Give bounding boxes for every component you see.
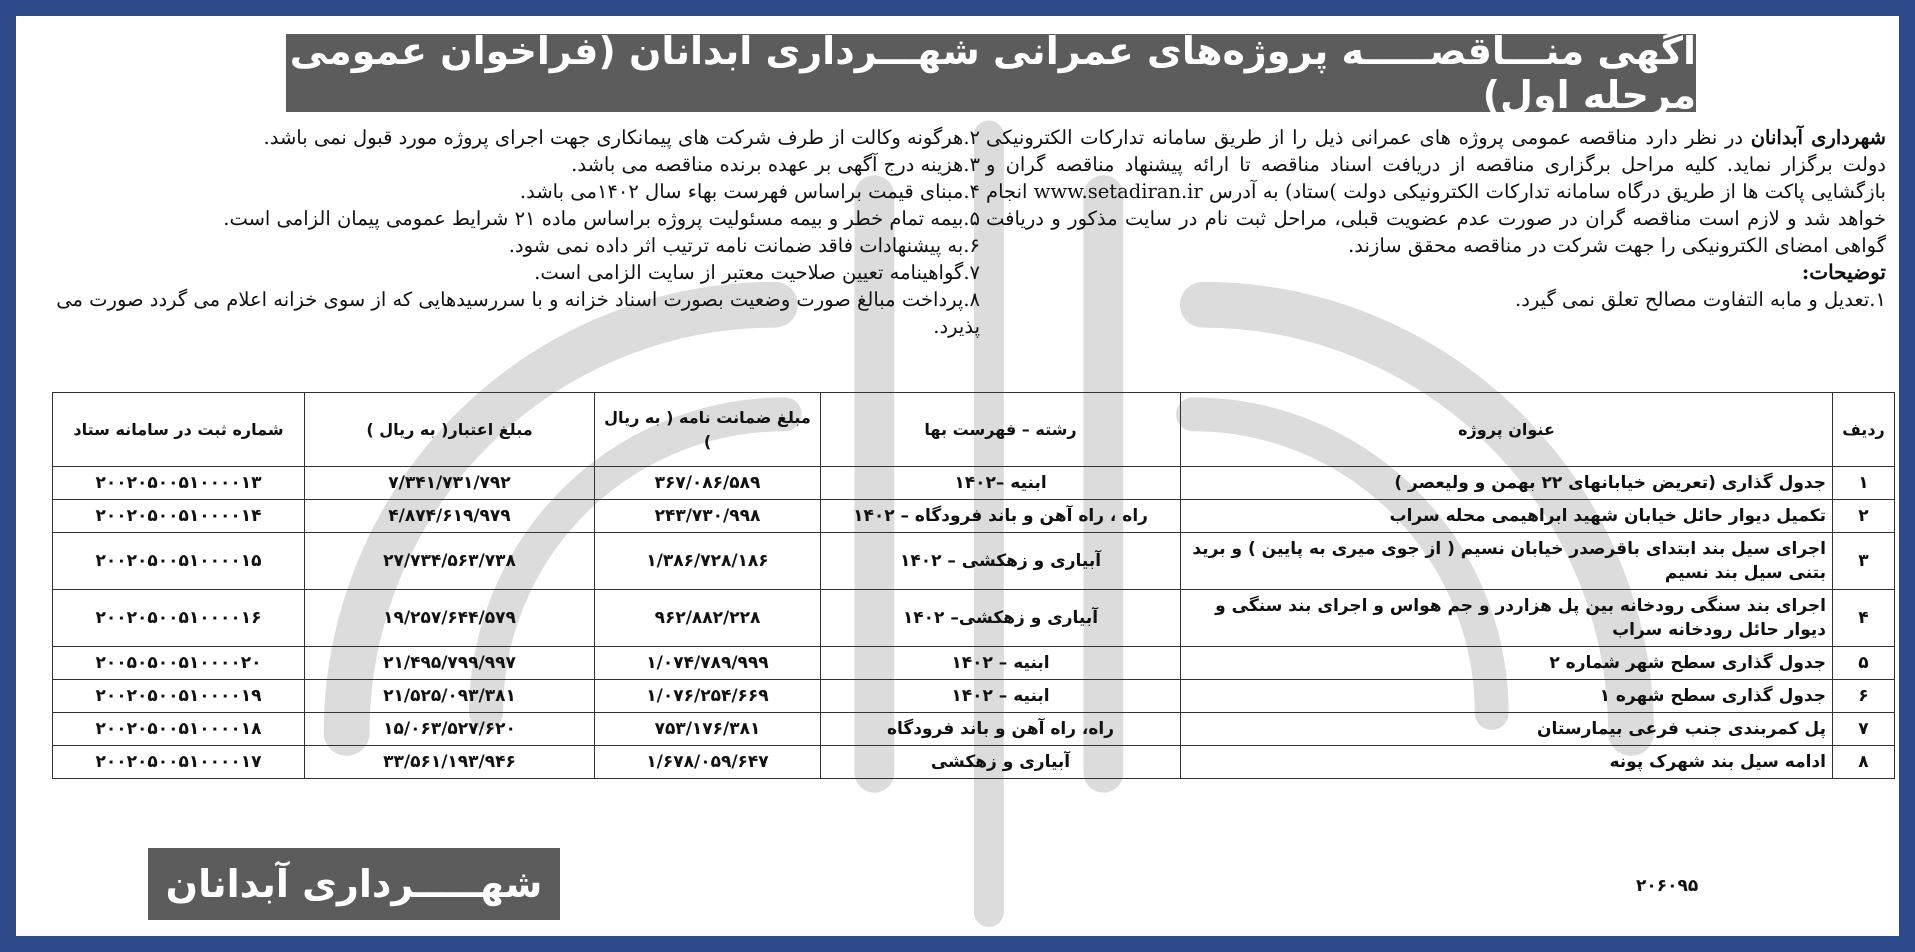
cell-setad-number: ۲۰۰۲۰۵۰۰۵۱۰۰۰۰۱۵ [53,533,305,590]
cell-guarantee: ۱/۰۷۶/۲۵۴/۶۶۹ [595,680,821,713]
cell-category: آبیاری و زهکشی– ۱۴۰۲ [821,590,1181,647]
cell-project-title: جدول گذاری سطح شهر شماره ۲ [1181,647,1833,680]
intro-text: در نظر دارد مناقصه عمومی پروژه های عمرانی ذیل را از طریق سامانه تدارکات الکترونیکی دولت برگزار نماید. کلیه مراحل برگزاری مناقصه از دریافت اسناد مناقصه تا ارائه پیشنهاد مناقصه گران و بازگشایی پاکت ها از طریق درگاه سامانه تدارکات الکترونیکی دولت )ستاد) به آدرس www.setadiran.ir انجام خواهد شد و لازم است مناقصه گران در صورت عدم عضویت قبلی، مراحل ثبت نام در سایت مذکور و دریافت گواهی امضای الکترونیکی را جهت شرکت در مناقصه محقق سازند. [986,126,1886,257]
table-row [53,500,1895,533]
header-category: رشته – فهرست بها [821,393,1181,467]
cell-row-number: ۴ [1833,590,1895,647]
cell-category: ابنیه – ۱۴۰۲ [821,647,1181,680]
condition-2: ۲.هرگونه وکالت از طرف شرکت های پیمانکاری جهت اجرای پروژه مورد قبول نمی باشد. [263,126,980,149]
cell-setad-number: ۲۰۰۲۰۵۰۰۵۱۰۰۰۰۱۹ [53,680,305,713]
projects-table-wrap [52,392,1894,779]
header-budget: مبلغ اعتبار( به ریال ) [305,393,595,467]
condition-8: ۸.پرداخت مبالغ صورت وضعیت بصورت اسناد خزانه و با سررسیدهایی که از سوی خزانه اعلام می گردد صورت می پذیرد. [56,288,980,338]
ad-code-number: ۲۰۶۰۹۵ [1636,876,1699,896]
cell-budget: ۲۱/۴۹۵/۷۹۹/۹۹۷ [305,647,595,680]
table-row [53,590,1895,647]
cell-budget: ۲۱/۵۲۵/۰۹۳/۳۸۱ [305,680,595,713]
intro-lead: شهرداری آبدانان [1750,126,1887,149]
cell-category: راه، راه آهن و باند فرودگاه [821,713,1181,746]
note-1: ۱.تعدیل و مابه التفاوت مصالح تعلق نمی گیرد. [1515,288,1886,311]
intro-paragraph [986,124,1886,313]
cell-budget: ۱۵/۰۶۳/۵۲۷/۶۲۰ [305,713,595,746]
cell-row-number: ۵ [1833,647,1895,680]
cell-project-title: تکمیل دیوار حائل خیابان شهید ابراهیمی محله سراب [1181,500,1833,533]
cell-guarantee: ۹۶۲/۸۸۲/۲۲۸ [595,590,821,647]
condition-7: ۷.گواهینامه تعیین صلاحیت معتبر از سایت الزامی است. [534,261,980,284]
table-row [53,713,1895,746]
cell-budget: ۷/۳۴۱/۷۳۱/۷۹۲ [305,467,595,500]
cell-category: آبیاری و زهکشی [821,746,1181,779]
cell-guarantee: ۲۴۳/۷۳۰/۹۹۸ [595,500,821,533]
cell-guarantee: ۱/۳۸۶/۷۲۸/۱۸۶ [595,533,821,590]
table-row [53,467,1895,500]
cell-guarantee: ۱/۶۷۸/۰۵۹/۶۴۷ [595,746,821,779]
cell-row-number: ۶ [1833,680,1895,713]
table-row [53,680,1895,713]
cell-guarantee: ۷۵۳/۱۷۶/۳۸۱ [595,713,821,746]
condition-5: ۵.بیمه تمام خطر و بیمه مسئولیت پروژه براساس ماده ۲۱ شرایط عمومی پیمان الزامی است. [223,207,980,230]
cell-project-title: ادامه سیل بند شهرک پونه [1181,746,1833,779]
table-row [53,746,1895,779]
cell-guarantee: ۳۶۷/۰۸۶/۵۸۹ [595,467,821,500]
condition-4: ۴.مبنای قیمت براساس فهرست بهاء سال ۱۴۰۲می باشد. [519,180,980,203]
projects-table [52,392,1895,779]
cell-budget: ۱۹/۲۵۷/۶۴۴/۵۷۹ [305,590,595,647]
header-setad-number: شماره ثبت در سامانه ستاد [53,393,305,467]
condition-3: ۳.هزینه درج آگهی بر عهده برنده مناقصه می باشد. [571,153,980,176]
cell-row-number: ۱ [1833,467,1895,500]
cell-setad-number: ۲۰۰۵۰۵۰۰۵۱۰۰۰۰۲۰ [53,647,305,680]
cell-guarantee: ۱/۰۷۴/۷۸۹/۹۹۹ [595,647,821,680]
condition-6: ۶.به پیشنهادات فاقد ضمانت نامه ترتیب اثر داده نمی شود. [508,234,980,257]
table-row [53,647,1895,680]
cell-category: آبیاری و زهکشی – ۱۴۰۲ [821,533,1181,590]
cell-row-number: ۳ [1833,533,1895,590]
header-row-number: ردیف [1833,393,1895,467]
cell-category: ابنیه –۱۴۰۲ [821,467,1181,500]
cell-setad-number: ۲۰۰۲۰۵۰۰۵۱۰۰۰۰۱۶ [53,590,305,647]
cell-setad-number: ۲۰۰۲۰۵۰۰۵۱۰۰۰۰۱۳ [53,467,305,500]
footer-municipality-name: شهـــــرداری آبدانان [148,848,560,920]
table-row [53,533,1895,590]
cell-setad-number: ۲۰۰۲۰۵۰۰۵۱۰۰۰۰۱۸ [53,713,305,746]
cell-budget: ۳۳/۵۶۱/۱۹۳/۹۴۶ [305,746,595,779]
cell-project-title: اجرای سیل بند ابتدای باقرصدر خیابان نسیم ( از جوی میری به پایین ) و برید بتنی سیل بند نسیم [1181,533,1833,590]
header-project-title: عنوان پروژه [1181,393,1833,467]
cell-setad-number: ۲۰۰۲۰۵۰۰۵۱۰۰۰۰۱۷ [53,746,305,779]
cell-project-title: جدول گذاری (تعریض خیابانهای ۲۲ بهمن و ولیعصر ) [1181,467,1833,500]
cell-row-number: ۲ [1833,500,1895,533]
cell-budget: ۴/۸۷۴/۶۱۹/۹۷۹ [305,500,595,533]
cell-row-number: ۷ [1833,713,1895,746]
header-guarantee: مبلغ ضمانت نامه ( به ریال ) [595,393,821,467]
cell-project-title: اجرای بند سنگی رودخانه بین پل هزاردر و جم هواس و اجرای بند سنگی و دیوار حائل رودخانه سراب [1181,590,1833,647]
cell-row-number: ۸ [1833,746,1895,779]
cell-project-title: پل کمربندی جنب فرعی بیمارستان [1181,713,1833,746]
cell-project-title: جدول گذاری سطح شهره ۱ [1181,680,1833,713]
notes-title: توضیحات: [1801,260,1886,284]
cell-setad-number: ۲۰۰۲۰۵۰۰۵۱۰۰۰۰۱۴ [53,500,305,533]
cell-category: ابنیه – ۱۴۰۲ [821,680,1181,713]
cell-budget: ۲۷/۷۳۴/۵۶۳/۷۳۸ [305,533,595,590]
conditions-list [40,124,980,340]
cell-category: راه ، راه آهن و باند فرودگاه – ۱۴۰۲ [821,500,1181,533]
ad-title: آگهی منـــاقصـــــه پروژه‌های عمرانی شهـــرداری آبدانان (فراخوان عمومی مرحله اول) [286,34,1696,112]
ad-inner [14,14,1901,938]
table-header-row [53,393,1895,467]
